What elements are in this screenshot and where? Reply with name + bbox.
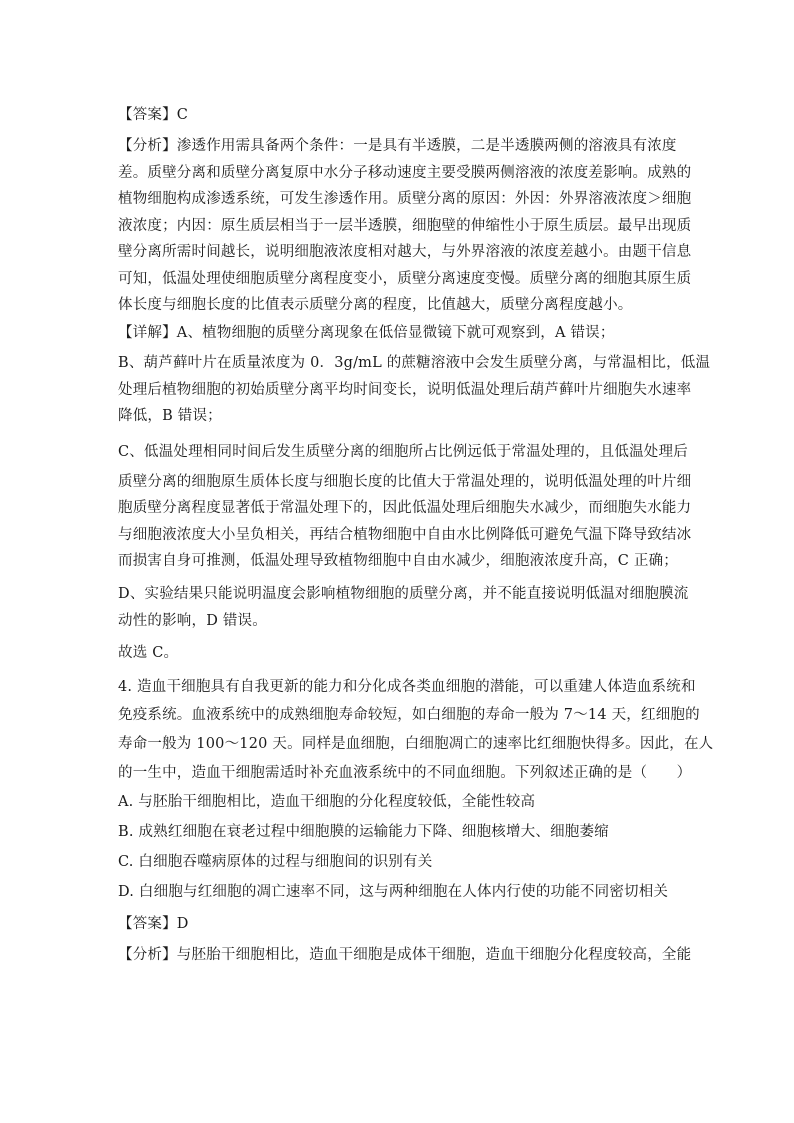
conclusion-line: 故选 C。 xyxy=(118,645,179,661)
detail-line: C、低温处理相同时间后发生质壁分离的细胞所占比例远低于常温处理的，且低温处理后 xyxy=(118,444,688,460)
analysis-line-q4: 【分析】与胚胎干细胞相比，造血干细胞是成体干细胞，造血干细胞分化程度较高，全能 xyxy=(118,947,692,963)
detail-line: 处理后植物细胞的初始质壁分离平均时间变长，说明低温处理后葫芦藓叶片细胞失水速率 xyxy=(118,382,692,398)
detail-line: 【详解】A、植物细胞的质壁分离现象在低倍显微镜下就可观察到，A 错误； xyxy=(118,325,615,341)
option-b: B. 成熟红细胞在衰老过程中细胞膜的运输能力下降、细胞核增大、细胞萎缩 xyxy=(118,824,609,840)
detail-line: 质壁分离的细胞原生质体长度与细胞长度的比值大于常温处理的，说明低温处理的叶片细 xyxy=(118,474,692,490)
analysis-line: 体长度与细胞长度的比值表示质壁分离的程度，比值越大，质壁分离程度越小。 xyxy=(118,297,633,313)
analysis-line: 可知，低温处理使细胞质壁分离程度变小，质壁分离速度变慢。质壁分离的细胞其原生质 xyxy=(118,271,692,287)
answer-label-q3: 【答案】C xyxy=(118,107,189,123)
detail-line: 动性的影响，D 错误。 xyxy=(118,613,267,629)
option-c: C. 白细胞吞噬病原体的过程与细胞间的识别有关 xyxy=(118,854,433,870)
analysis-line: 植物细胞构成渗透系统，可发生渗透作用。质壁分离的原因：外因：外界溶液浓度＞细胞 xyxy=(118,191,692,207)
detail-line: 降低，B 错误； xyxy=(118,408,222,424)
detail-line: 而损害自身可推测，低温处理导致植物细胞中自由水减少，细胞液浓度升高，C 正确； xyxy=(118,553,679,569)
option-d: D. 白细胞与红细胞的凋亡速率不同，这与两种细胞在人体内行使的功能不同密切相关 xyxy=(118,884,669,900)
question-4-stem: 免疫系统。血液系统中的成熟细胞寿命较短，如白细胞的寿命一般为 7～14 天，红细胞的 xyxy=(118,707,700,723)
question-4-stem: 的一生中，造血干细胞需适时补充血液系统中的不同血细胞。下列叙述正确的是（ ） xyxy=(118,765,692,781)
question-4-stem: 4. 造血干细胞具有自我更新的能力和分化成各类血细胞的潜能，可以重建人体造血系统和 xyxy=(118,679,696,695)
detail-line: 胞质壁分离程度显著低于常温处理下的，因此低温处理后细胞失水减少，而细胞失水能力 xyxy=(118,500,692,516)
analysis-line: 液浓度；内因：原生质层相当于一层半透膜，细胞壁的伸缩性小于原生质层。最早出现质 xyxy=(118,218,692,234)
option-a: A. 与胚胎干细胞相比，造血干细胞的分化程度较低，全能性较高 xyxy=(118,794,536,810)
question-4-stem: 寿命一般为 100～120 天。同样是血细胞，白细胞凋亡的速率比红细胞快得多。因此，在人 xyxy=(118,736,714,752)
analysis-line: 差。质壁分离和质壁分离复原中水分子移动速度主要受膜两侧溶液的浓度差影响。成熟的 xyxy=(118,165,692,181)
analysis-line: 【分析】渗透作用需具备两个条件：一是具有半透膜，二是半透膜两侧的溶液具有浓度 xyxy=(118,138,677,154)
answer-label-q4: 【答案】D xyxy=(118,916,189,932)
analysis-line: 壁分离所需时间越长，说明细胞液浓度相对越大，与外界溶液的浓度差越小。由题干信息 xyxy=(118,244,692,260)
detail-line: D、实验结果只能说明温度会影响植物细胞的质壁分离，并不能直接说明低温对细胞膜流 xyxy=(118,586,689,602)
detail-line: B、葫芦藓叶片在质量浓度为 0．3g/mL 的蔗糖溶液中会发生质壁分离，与常温相比，低温 xyxy=(118,355,711,371)
detail-line: 与细胞液浓度大小呈负相关，再结合植物细胞中自由水比例降低可避免气温下降导致结冰 xyxy=(118,527,692,543)
